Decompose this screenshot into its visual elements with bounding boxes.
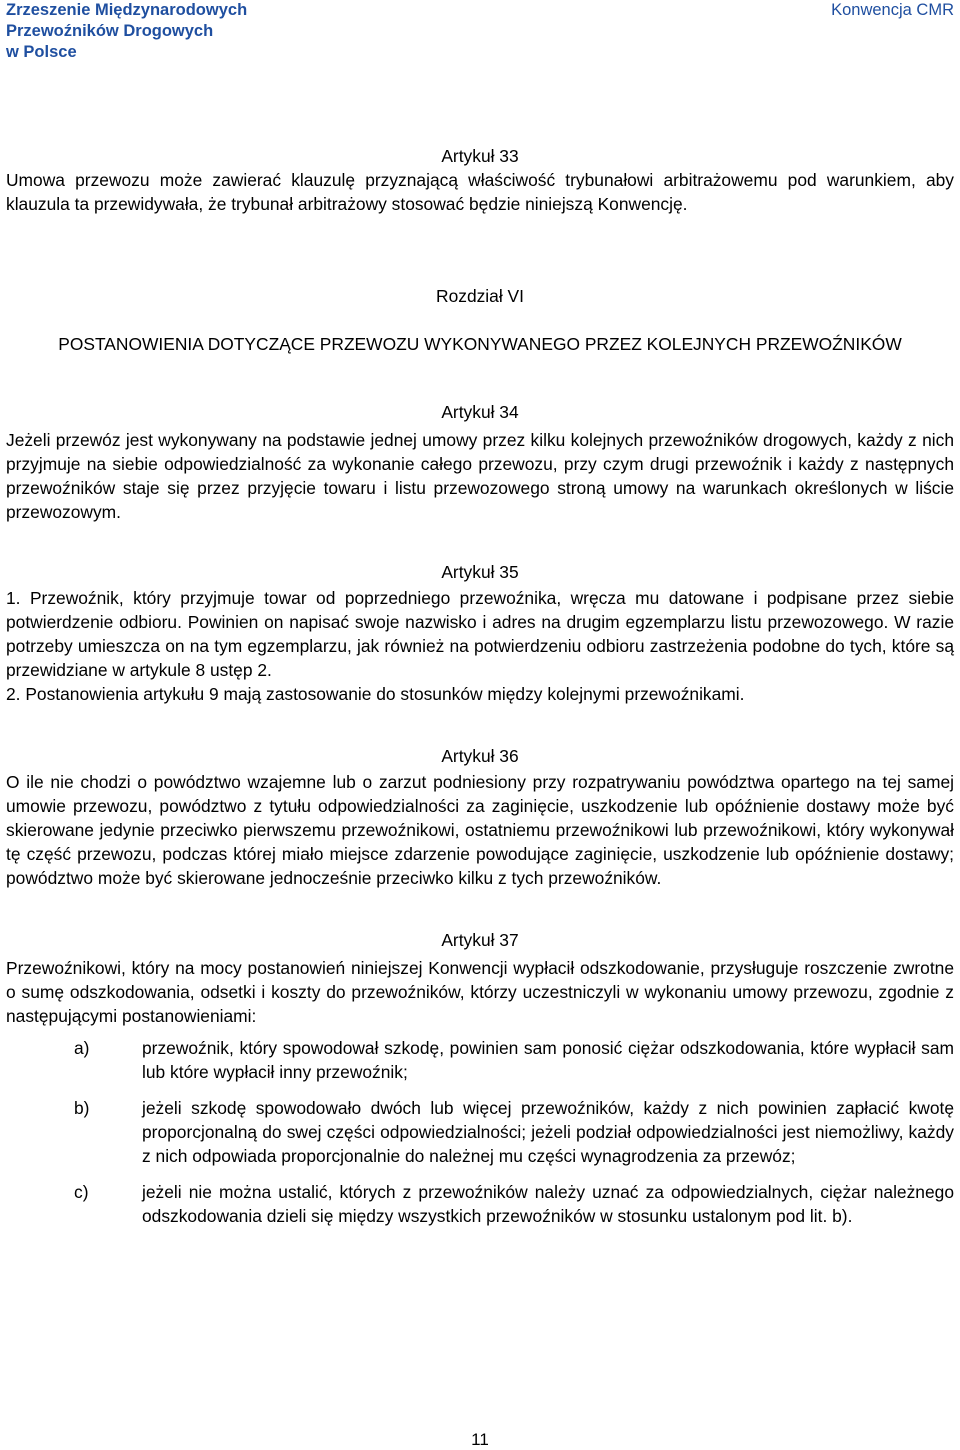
- list-item: [6, 1036, 954, 1084]
- chapter-6-title: Rozdział VI: [436, 286, 524, 306]
- article-34-title: Artykuł 34: [441, 402, 519, 422]
- article-37-title: Artykuł 37: [441, 930, 519, 950]
- spacer: [6, 308, 954, 332]
- list-item-text: jeżeli szkodę spowodowało dwóch lub więcej przewoźników, każdy z nich powinien zapłacić kwotę proporcjonalną do swej części odpowiedzialności; jeżeli podział odpowiedzialności jest niemożliwy, każdy z nich odpowiada proporcjonalnie do należnej mu części wynagrodzenia za przewóz;: [142, 1098, 954, 1166]
- article-33: [6, 144, 954, 216]
- page-header: [6, 0, 954, 68]
- list-item-text: jeżeli nie można ustalić, których z przewoźników należy uznać za odpowiedzialnych, ciężar należnego odszkodowania dzieli się między wszystkich przewoźników w stosunku ustalonym pod lit. b).: [142, 1182, 954, 1226]
- spacer: [6, 216, 954, 284]
- organization-line-3: w Polsce: [6, 43, 77, 61]
- spacer: [6, 890, 954, 928]
- spacer: [6, 524, 954, 560]
- chapter-6: [6, 284, 954, 356]
- article-35-paragraph-2: 2. Postanowienia artykułu 9 mają zastosowanie do stosunków między kolejnymi przewoźnikami.: [6, 684, 745, 704]
- chapter-6-subtitle: POSTANOWIENIA DOTYCZĄCE PRZEWOZU WYKONYWANEGO PRZEZ KOLEJNYCH PRZEWOŹNIKÓW: [58, 334, 902, 354]
- article-36-title: Artykuł 36: [441, 746, 519, 766]
- article-35: [6, 560, 954, 706]
- article-35-title: Artykuł 35: [441, 562, 519, 582]
- article-35-paragraph-1: 1. Przewoźnik, który przyjmuje towar od poprzedniego przewoźnika, wręcza mu datowane i podpisane przez siebie potwierdzenie odbioru. Powinien on napisać swoje nazwisko i adres na drugim egzemplarzu listu przewozowego. W razie potrzeby umieszcza on na tym egzemplarzu, jak również na potwierdzeniu odbioru zastrzeżenia podobne do tych, które są przewidziane w artykule 8 ustęp 2.: [6, 588, 954, 680]
- document-page: [6, 0, 954, 1450]
- article-36-text: O ile nie chodzi o powództwo wzajemne lub o zarzut podniesiony przy rozpatrywaniu powództwa opartego na tej samej umowie przewozu, powództwo z tytułu odpowiedzialności za zaginięcie, uszkodzenie lub opóźnienie dostawy może być skierowane jedynie przeciwko pierwszemu przewoźnikowi, ostatniemu przewoźnikowi lub przewoźnikowi, który wykonywał tę część przewozu, podczas której miało miejsce zdarzenie powodujące zaginięcie, uszkodzenie lub opóźnienie dostawy; powództwo może być skierowane jednocześnie przeciwko kilku z tych przewoźników.: [6, 772, 954, 888]
- article-33-text: Umowa przewozu może zawierać klauzulę przyznającą właściwość trybunałowi arbitrażowemu pod warunkiem, aby klauzula ta przewidywała, że trybunał arbitrażowy stosować będzie niniejszą Konwencję.: [6, 170, 954, 214]
- article-34-text: Jeżeli przewóz jest wykonywany na podstawie jednej umowy przez kilku kolejnych przewoźników drogowych, każdy z nich przyjmuje na siebie odpowiedzialność za wykonanie całego przewozu, przy czym drugi przewoźnik i każdy z następnych przewoźników staje się przez przyjęcie towaru i listu przewozowego stroną umowy na warunkach określonych w liście przewozowym.: [6, 430, 954, 522]
- organization-line-2: Przewoźników Drogowych: [6, 22, 214, 40]
- document-body: [6, 144, 954, 1228]
- page-number: 11: [471, 1430, 489, 1449]
- list-item-label: b): [74, 1098, 90, 1118]
- article-33-title: Artykuł 33: [441, 146, 519, 166]
- organization-line-1: Zrzeszenie Międzynarodowych: [6, 1, 248, 19]
- spacer: [6, 706, 954, 744]
- article-37: [6, 928, 954, 1228]
- organization-name: [6, 0, 247, 63]
- list-item: [6, 1096, 954, 1168]
- article-34: [6, 400, 954, 524]
- spacer: [6, 356, 954, 400]
- article-36: [6, 744, 954, 890]
- list-item: [6, 1180, 954, 1228]
- list-item-text: przewoźnik, który spowodował szkodę, powinien sam ponosić ciężar odszkodowania, które wypłacił sam lub które wypłacił inny przewoźnik;: [142, 1038, 954, 1082]
- spacer: [6, 1028, 954, 1036]
- list-item-label: a): [74, 1038, 90, 1058]
- article-37-list: [6, 1036, 954, 1228]
- list-item-label: c): [74, 1182, 89, 1202]
- article-37-intro: Przewoźnikowi, który na mocy postanowień niniejszej Konwencji wypłacił odszkodowanie, przysługuje roszczenie zwrotne o sumę odszkodowania, odsetki i koszty do przewoźników, którzy uczestniczyli w wykonaniu umowy przewozu, zgodnie z następującymi postanowieniami:: [6, 958, 954, 1026]
- document-title: Konwencja CMR: [831, 1, 954, 19]
